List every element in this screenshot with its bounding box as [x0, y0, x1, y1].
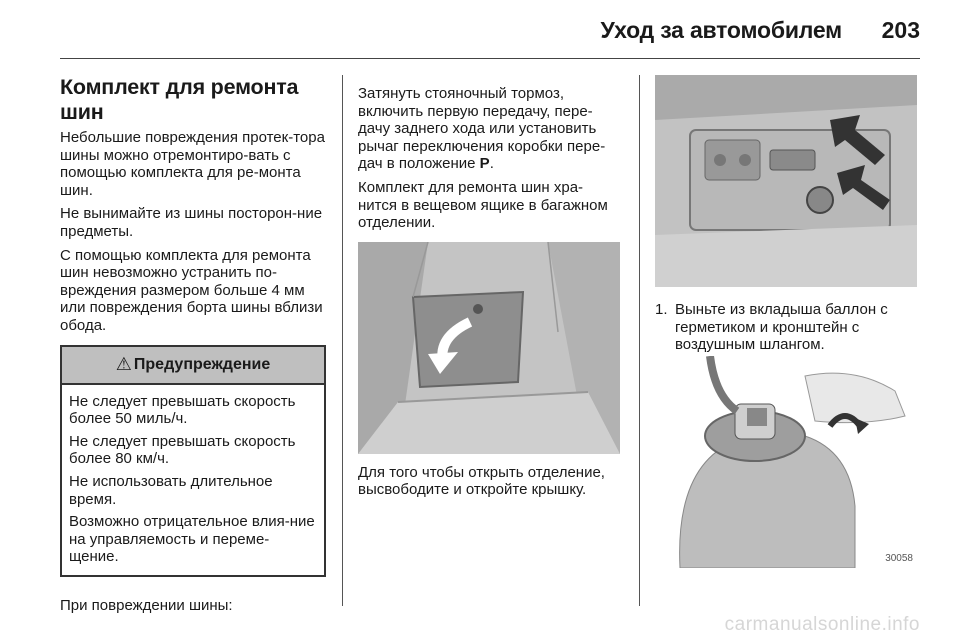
instruction-list: [655, 301, 920, 354]
column-1: [60, 75, 326, 620]
warning-icon: ⚠: [115, 354, 132, 375]
figure-caption: Для того чтобы открыть отделение, высвободите и откройте крышку.: [358, 463, 605, 499]
paragraph: С помощью комплекта для ремонта шин невозможно устранить по-вреждения размером больше 4 мм или повреждения борта шины вблизи обода.: [60, 246, 323, 334]
section-title: [60, 75, 326, 125]
paragraph: При повреждении шины:: [60, 596, 233, 614]
page-header: [0, 0, 960, 60]
warning-paragraph: Не следует превышать скорость более 80 км/ч.: [69, 432, 296, 468]
warning-paragraph: Не использовать длительное время.: [69, 472, 273, 508]
paragraph: [358, 85, 622, 173]
figure-code: 30058: [885, 552, 913, 564]
warning-paragraph: Возможно отрицательное влия-ние на управляемость и переме-щение.: [69, 513, 315, 566]
paragraph: Комплект для ремонта шин хра-нится в вещевом ящике в багажном отделении.: [358, 178, 608, 232]
paragraph-end: .: [489, 155, 494, 173]
warning-paragraph: Не следует превышать скорость более 50 миль/ч.: [69, 392, 296, 428]
paragraph: Небольшие повреждения протек-тора шины можно отремонтиро-вать с помощью комплекта для ре-монта шин.: [60, 129, 325, 199]
column-divider: [639, 75, 640, 606]
paragraph-text: Затянуть стояночный тормоз, включить первую передачу, пере-дачу заднего хода или установить рычаг переключения коробки пере-дач в положение: [358, 85, 606, 173]
warning-header: [62, 347, 324, 385]
step-number: 1.: [655, 301, 668, 318]
list-item: [655, 301, 920, 354]
step-text: Выньте из вкладыша баллон с герметиком и кронштейн с воздушным шлангом.: [675, 301, 888, 354]
column-3: [655, 75, 920, 568]
warning-box: [60, 345, 326, 577]
sealant-bottle-illustration: [655, 356, 917, 568]
column-divider: [342, 75, 343, 606]
header-rule: [60, 58, 920, 59]
trunk-compartment-illustration: [358, 242, 620, 454]
section-title-line: Комплект для ремонта: [60, 75, 299, 99]
column-2: [358, 85, 622, 505]
warning-title: Предупреждение: [133, 355, 271, 373]
header-title: Уход за автомобилем: [600, 17, 842, 43]
paragraph: Не вынимайте из шины посторон-ние предметы.: [60, 205, 323, 240]
repair-kit-illustration: [655, 75, 917, 287]
gear-position-label: P: [479, 155, 490, 173]
watermark: carmanualsonline.info: [724, 614, 920, 635]
warning-body: [62, 385, 324, 575]
page-number: 203: [881, 17, 920, 43]
section-title-line: шин: [60, 100, 104, 124]
